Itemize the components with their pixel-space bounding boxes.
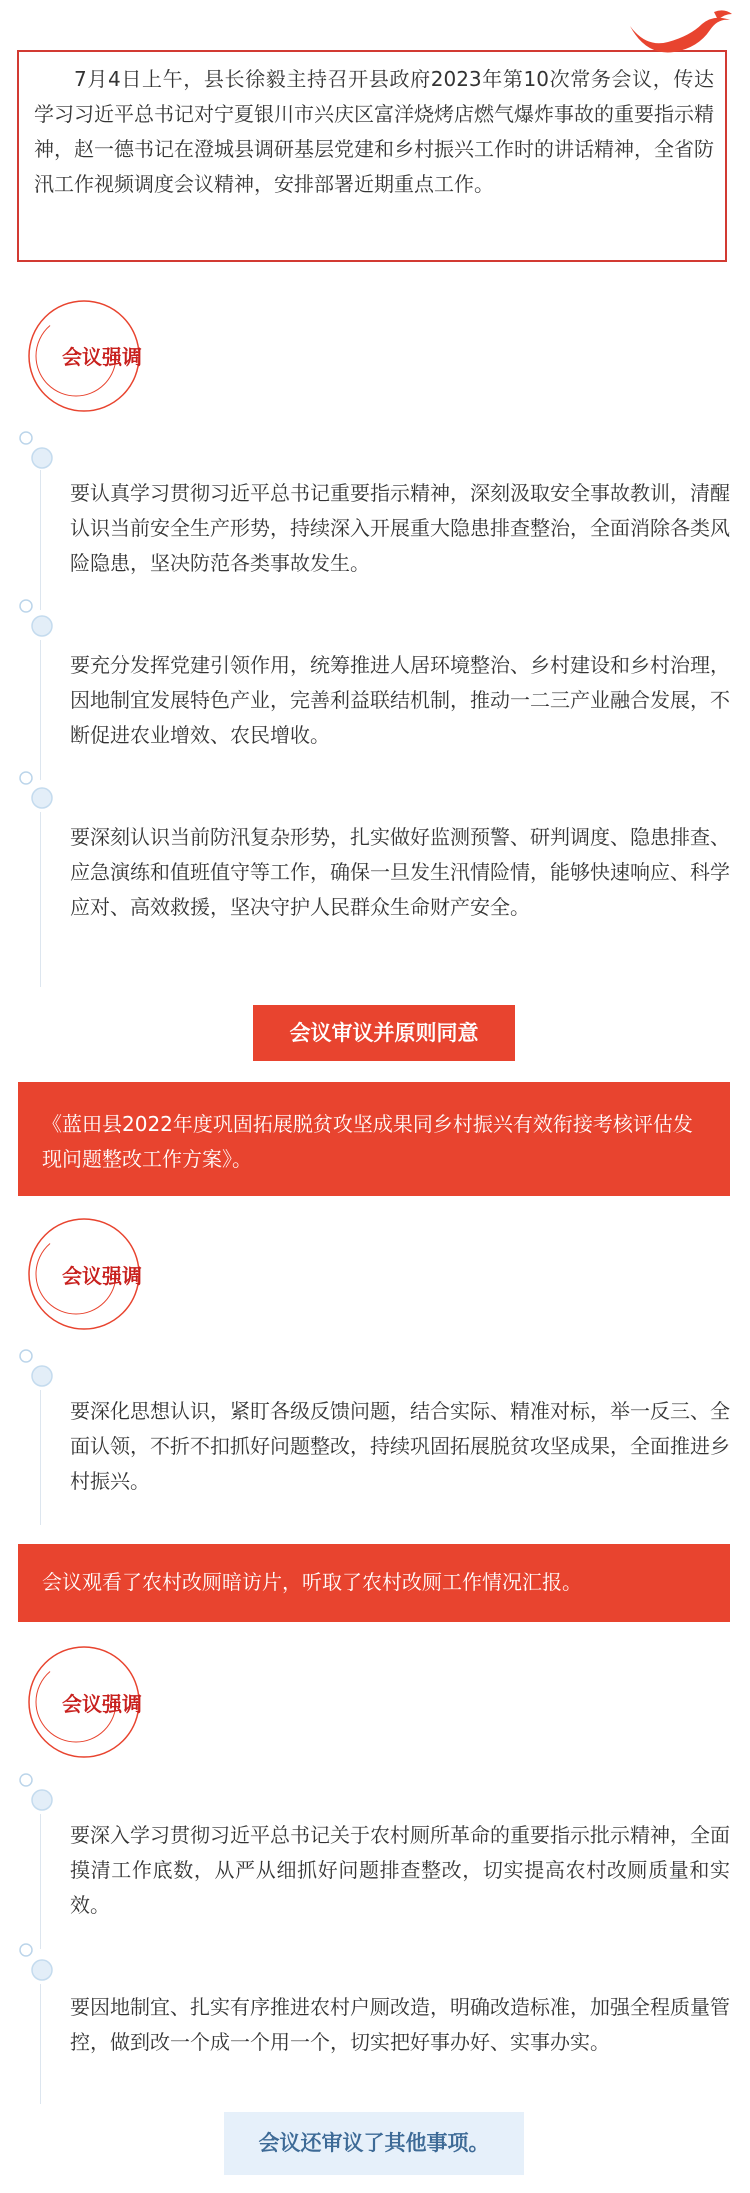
toilet-banner-text: 会议观看了农村改厕暗访片，听取了农村改厕工作情况汇报。 bbox=[42, 1570, 582, 1594]
item-divider bbox=[40, 1390, 41, 1525]
emphasis-item: 要深化思想认识，紧盯各级反馈问题，结合实际、精准对标，举一反三、全面认领，不折不扣抓好问题整改，持续巩固拓展脱贫攻坚成果，全面推进乡村振兴。 bbox=[70, 1399, 730, 1493]
item-divider bbox=[40, 470, 41, 610]
bubbles-icon bbox=[14, 768, 54, 812]
intro-text: 7月4日上午，县长徐毅主持召开县政府2023年第10次常务会议，传达学习习近平总书记对宁夏银川市兴庆区富洋烧烤店燃气爆炸事故的重要指示精神，赵一德书记在澄城县调研基层党建和乡村振兴工作时的讲话精神，全省防汛工作视频调度会议精神，安排部署近期重点工作。 bbox=[34, 67, 714, 196]
item-divider bbox=[40, 1984, 41, 2104]
item-divider bbox=[40, 1814, 41, 1949]
emphasis-item: 要充分发挥党建引领作用，统筹推进人居环境整治、乡村建设和乡村治理，因地制宜发展特色产业，完善利益联结机制，推动一二三产业融合发展，不断促进农业增效、农民增收。 bbox=[70, 653, 730, 747]
item-divider bbox=[40, 640, 41, 780]
emphasis-item: 要因地制宜、扎实有序推进农村户厕改造，明确改造标准，加强全程质量管控，做到改一个成一个用一个，切实把好事办好、实事办实。 bbox=[70, 1995, 730, 2054]
emphasis-label: 会议强调 bbox=[62, 1264, 142, 1288]
emphasis-item: 要认真学习贯彻习近平总书记重要指示精神，深刻汲取安全事故教训，清醒认识当前安全生产形势，持续深入开展重大隐患排查整治，全面消除各类风险隐患，坚决防范各类事故发生。 bbox=[70, 481, 730, 575]
bubbles-icon bbox=[14, 596, 54, 640]
emphasis-header bbox=[24, 1642, 154, 1762]
item-divider bbox=[40, 812, 41, 987]
bubbles-icon bbox=[14, 428, 54, 472]
emphasis-label: 会议强调 bbox=[62, 345, 142, 369]
plan-banner bbox=[18, 1082, 730, 1196]
emphasis-label: 会议强调 bbox=[62, 1692, 142, 1716]
bubbles-icon bbox=[14, 1940, 54, 1984]
emphasis-item: 要深入学习贯彻习近平总书记关于农村厕所革命的重要指示批示精神，全面摸清工作底数，从严从细抓好问题排查整改，切实提高农村改厕质量和实效。 bbox=[70, 1823, 730, 1917]
toilet-banner bbox=[18, 1544, 730, 1622]
emphasis-header bbox=[24, 1214, 154, 1334]
bubbles-icon bbox=[14, 1770, 54, 1814]
emphasis-header bbox=[24, 296, 154, 416]
plan-banner-text: 《蓝田县2022年度巩固拓展脱贫攻坚成果同乡村振兴有效衔接考核评估发现问题整改工作方案》。 bbox=[42, 1112, 693, 1171]
approve-badge: 会议审议并原则同意 bbox=[253, 1005, 515, 1061]
emphasis-item: 要深刻认识当前防汛复杂形势，扎实做好监测预警、研判调度、隐患排查、应急演练和值班值守等工作，确保一旦发生汛情险情，能够快速响应、科学应对、高效救援，坚决守护人民群众生命财产安全。 bbox=[70, 825, 730, 919]
others-badge: 会议还审议了其他事项。 bbox=[224, 2112, 524, 2175]
ribbon-decoration-icon bbox=[628, 8, 733, 58]
bubbles-icon bbox=[14, 1346, 54, 1390]
